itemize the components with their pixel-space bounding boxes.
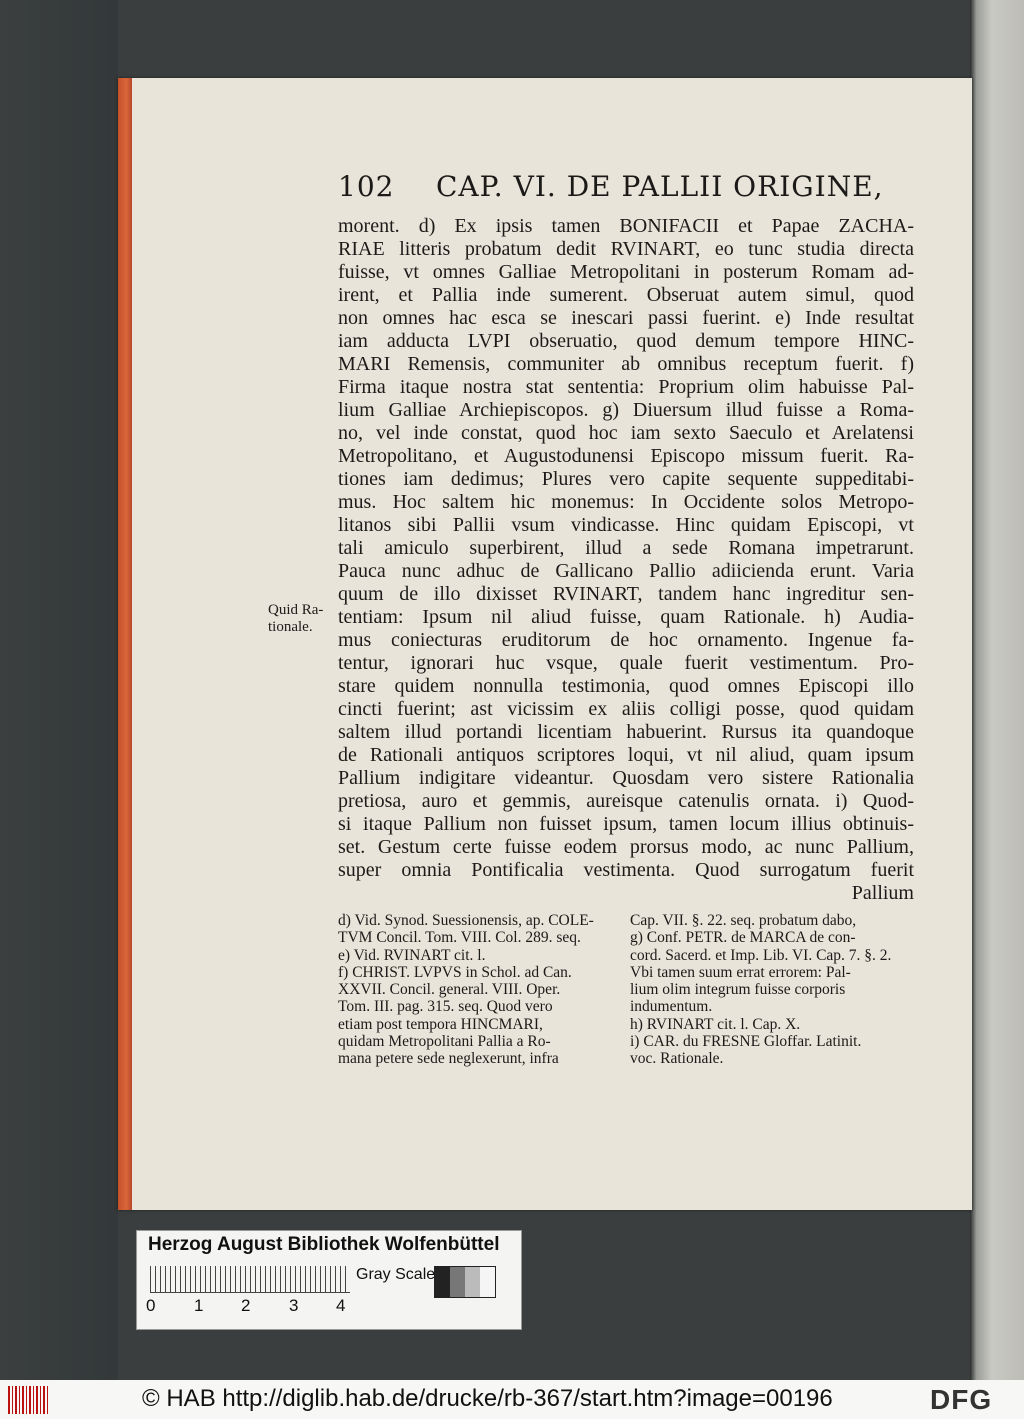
text-line: si itaque Pallium non fuisset ipsum, tamen locum illius obtinuis- <box>338 813 914 835</box>
text-line: tali amiculo superbirent, illud a sede Romana impetrarunt. <box>338 537 914 559</box>
text-line: MARI Remensis, communiter ab omnibus receptum fuerit. f) <box>338 353 914 375</box>
gray-swatch <box>450 1267 465 1297</box>
footnote-line: e) Vid. RVINART cit. l. <box>338 946 486 964</box>
text-line: set. Gestum certe fuisse eodem prorsus modo, ac nunc Pallium, <box>338 836 914 858</box>
footnote-line: lium olim integrum fuisse corporis <box>630 981 846 999</box>
footnote-line: d) Vid. Synod. Suessionensis, ap. COLE- <box>338 912 594 929</box>
scan-background-right <box>970 0 1024 1380</box>
text-line: quum de illo dixisset RVINART, tandem hanc ingreditur sen- <box>338 583 914 605</box>
text-line: Pallium indigitare videantur. Quosdam vero sistere Rationalia <box>338 767 914 789</box>
text-line: super omnia Pontificalia vestimenta. Quod surrogatum fuerit <box>338 859 914 881</box>
text-line: fuisse, vt omnes Galliae Metropolitani in posterum Romam ad- <box>338 261 914 283</box>
page-edge <box>118 78 132 1210</box>
text-line: RIAE litteris probatum dedit RVINART, eo tunc studia directa <box>338 238 914 260</box>
page-number: 102 <box>338 170 395 203</box>
ruler-number: 2 <box>241 1296 251 1315</box>
text-line: litanos sibi Pallii vsum vindicasse. Hinc quidam Episcopi, vt <box>338 514 914 536</box>
gray-scale-swatches <box>434 1266 496 1298</box>
text-line: saltem illud portandi licentiam habuerint. Rursus ita quandoque <box>338 721 914 743</box>
footnote-line: Cap. VII. §. 22. seq. probatum dabo, <box>630 912 857 929</box>
text-line: stare quidem nonnulla testimonia, quod omnes Episcopi illo <box>338 675 914 697</box>
library-barcode-icon <box>8 1386 48 1414</box>
footnote-line: XXVII. Concil. general. VIII. Oper. <box>338 981 561 999</box>
text-line: Pauca nunc adhuc de Gallicano Pallio adiicienda erunt. Varia <box>338 560 914 582</box>
footnote-line: g) Conf. PETR. de MARCA de con- <box>630 929 856 947</box>
text-line: non omnes hac esca se inescari passi fuerint. e) Inde resultat <box>338 307 914 329</box>
footnote-line: h) RVINART cit. l. Cap. X. <box>630 1015 801 1033</box>
footnote-line: Vbi tamen suum errat errorem: Pal- <box>630 963 851 981</box>
footnote-line: voc. Rationale. <box>630 1050 724 1068</box>
footnote-line: etiam post tempora HINCMARI, <box>338 1015 543 1033</box>
gray-scale-label: Gray Scale <box>356 1266 436 1283</box>
footnote-line: i) CAR. du FRESNE Gloffar. Latinit. <box>630 1033 862 1051</box>
footnote-line: quidam Metropolitani Pallia a Ro- <box>338 1033 551 1051</box>
scale-ruler <box>150 1266 350 1293</box>
footnote-line: TVM Concil. Tom. VIII. Col. 289. seq. <box>338 929 581 947</box>
dfg-logo: DFG <box>930 1384 993 1415</box>
text-line: lium Galliae Archiepiscopos. g) Diuersum illud fuisse a Roma- <box>338 399 914 421</box>
text-line: tiones iam dedimus; Plures vero capite sequente suppeditabi- <box>338 468 914 490</box>
footnote-line: f) CHRIST. LVPVS in Schol. ad Can. <box>338 963 572 981</box>
text-line: irent, et Pallia inde sumerent. Obseruat autem simul, quod <box>338 284 914 306</box>
gray-swatch <box>435 1267 450 1297</box>
ruler-number: 4 <box>336 1296 346 1315</box>
text-line: tentiam: Ipsum nil aliud fuisse, quam Rationale. h) Audia- <box>338 606 914 628</box>
ruler-number: 1 <box>194 1296 204 1315</box>
margin-note-line: Quid Ra- <box>268 602 324 618</box>
running-title: CAP. VI. DE PALLII ORIGINE, <box>436 170 884 203</box>
text-line: morent. d) Ex ipsis tamen BONIFACII et Papae ZACHA- <box>338 215 914 237</box>
text-line: tentur, ignorari huc vsque, quale fuerit vestimentum. Pro- <box>338 652 914 674</box>
text-line: Firma itaque nostra stat sententia: Proprium olim habuisse Pal- <box>338 376 914 398</box>
color-card-title: Herzog August Bibliothek Wolfenbüttel <box>148 1234 500 1255</box>
gray-swatch <box>465 1267 480 1297</box>
text-line: iam adducta LVPI obseruatio, quod demum tempore HINC- <box>338 330 914 352</box>
gray-swatch <box>480 1267 495 1297</box>
page-header <box>338 170 918 210</box>
footnote-line: cord. Sacerd. et Imp. Lib. VI. Cap. 7. §. 2. <box>630 946 892 964</box>
text-line: pretiosa, auro et gemmis, aureisque catenulis ornata. i) Quod- <box>338 790 914 812</box>
main-text <box>338 215 914 905</box>
margin-note <box>268 602 338 636</box>
text-line: no, vel inde constat, quod hoc iam sexto Saeculo et Arelatensi <box>338 422 914 444</box>
text-line: de Rationali antiquos scriptores loqui, vt nil aliud, quam ipsum <box>338 744 914 766</box>
ruler-number: 3 <box>289 1296 299 1315</box>
footnote-line: Tom. III. pag. 315. seq. Quod vero <box>338 998 553 1016</box>
scan-background-left <box>0 0 118 1380</box>
ruler-number: 0 <box>146 1296 156 1315</box>
margin-note-line: tionale. <box>268 619 313 635</box>
text-line: Pallium <box>851 882 914 904</box>
footer-copyright-link[interactable]: © HAB http://diglib.hab.de/drucke/rb-367/start.htm?image=00196 <box>142 1385 833 1412</box>
text-line: cincti fuerint; ast vicissim ex aliis colligi posse, quod quidam <box>338 698 914 720</box>
text-line: mus coniecturas eruditorum de hoc ornamento. Ingenue fa- <box>338 629 914 651</box>
footnote-line: mana petere sede neglexerunt, infra <box>338 1050 559 1068</box>
footnotes-left-column <box>338 912 620 1068</box>
text-line: Metropolitano, et Augustodunensi Episcopo missum fuerit. Ra- <box>338 445 914 467</box>
footnote-line: indumentum. <box>630 998 713 1016</box>
text-line: mus. Hoc saltem hic monemus: In Occidente solos Metropo- <box>338 491 914 513</box>
footnotes-right-column <box>630 912 912 1068</box>
